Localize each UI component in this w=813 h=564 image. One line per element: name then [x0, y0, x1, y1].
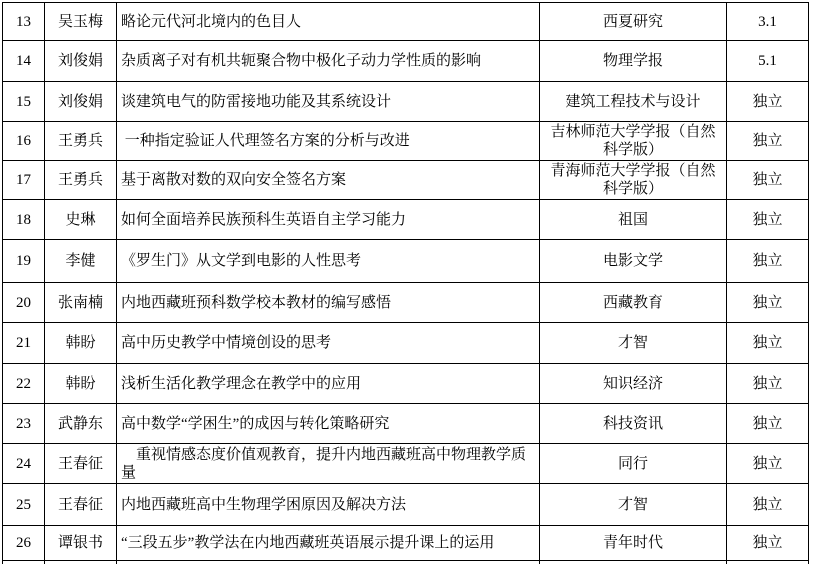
title-cell: “三段五步”教学法在内地西藏班英语展示提升课上的运用	[117, 526, 540, 561]
author-cell: 王勇兵	[45, 122, 117, 161]
title-cell: 杂质离子对有机共轭聚合物中极化子动力学性质的影响	[117, 41, 540, 82]
table-row	[3, 526, 809, 561]
row-number-cell: 14	[3, 41, 45, 82]
row-number-cell: 19	[3, 240, 45, 283]
title-cell: 一种指定验证人代理签名方案的分析与改进	[117, 122, 540, 161]
table-row	[3, 82, 809, 122]
row-number-cell: 15	[3, 82, 45, 122]
table-row	[3, 161, 809, 200]
title-cell: 内地西藏班预科数学校本教材的编写感悟	[117, 283, 540, 323]
journal-cell: 青海师范大学学报（自然科学版）	[540, 161, 727, 200]
row-number-cell: 21	[3, 323, 45, 364]
title-cell: 谈建筑电气的防雷接地功能及其系统设计	[117, 82, 540, 122]
journal-cell	[540, 561, 727, 564]
author-cell: 韩盼	[45, 323, 117, 364]
table-row	[3, 3, 809, 41]
note-cell: 独立	[727, 161, 809, 200]
journal-cell: 才智	[540, 484, 727, 526]
note-cell: 3.1	[727, 3, 809, 41]
author-cell: 史琳	[45, 200, 117, 240]
author-cell: 王勇兵	[45, 161, 117, 200]
row-number-cell: 23	[3, 404, 45, 444]
journal-cell: 建筑工程技术与设计	[540, 82, 727, 122]
row-number-cell: 20	[3, 283, 45, 323]
table-body	[3, 3, 809, 561]
title-cell: 重视情感态度价值观教育，提升内地西藏班高中物理教学质量	[117, 444, 540, 484]
journal-cell: 西夏研究	[540, 3, 727, 41]
note-cell: 独立	[727, 404, 809, 444]
note-cell: 独立	[727, 240, 809, 283]
title-cell: 略论元代河北境内的色目人	[117, 3, 540, 41]
row-number-cell: 17	[3, 161, 45, 200]
table-row	[3, 323, 809, 364]
author-cell: 张南楠	[45, 283, 117, 323]
row-number-cell: 26	[3, 526, 45, 561]
journal-cell: 青年时代	[540, 526, 727, 561]
table-row	[3, 404, 809, 444]
title-cell: 如何全面培养民族预科生英语自主学习能力	[117, 200, 540, 240]
author-cell: 刘俊娟	[45, 82, 117, 122]
title-cell: 《罗生门》从文学到电影的人性思考	[117, 240, 540, 283]
journal-cell: 物理学报	[540, 41, 727, 82]
table-row	[3, 364, 809, 404]
title-cell	[117, 561, 540, 564]
journal-cell: 西藏教育	[540, 283, 727, 323]
publications-table	[2, 2, 809, 564]
author-cell	[45, 561, 117, 564]
author-cell: 韩盼	[45, 364, 117, 404]
clipped-next-row	[3, 561, 809, 564]
author-cell: 刘俊娟	[45, 41, 117, 82]
note-cell: 独立	[727, 323, 809, 364]
table-row	[3, 283, 809, 323]
author-cell: 王春征	[45, 484, 117, 526]
note-cell	[727, 561, 809, 564]
table-row	[3, 122, 809, 161]
title-cell: 高中数学“学困生”的成因与转化策略研究	[117, 404, 540, 444]
author-cell: 王春征	[45, 444, 117, 484]
author-cell: 武静东	[45, 404, 117, 444]
title-cell: 高中历史教学中情境创设的思考	[117, 323, 540, 364]
note-cell: 独立	[727, 484, 809, 526]
row-number-cell: 22	[3, 364, 45, 404]
row-number-cell	[3, 561, 45, 564]
title-cell: 基于离散对数的双向安全签名方案	[117, 161, 540, 200]
row-number-cell: 13	[3, 3, 45, 41]
journal-cell: 知识经济	[540, 364, 727, 404]
note-cell: 独立	[727, 122, 809, 161]
journal-cell: 科技资讯	[540, 404, 727, 444]
author-cell: 李健	[45, 240, 117, 283]
author-cell: 谭银书	[45, 526, 117, 561]
note-cell: 独立	[727, 283, 809, 323]
title-cell: 内地西藏班高中生物理学困原因及解决方法	[117, 484, 540, 526]
note-cell: 5.1	[727, 41, 809, 82]
row-number-cell: 18	[3, 200, 45, 240]
journal-cell: 祖国	[540, 200, 727, 240]
journal-cell: 同行	[540, 444, 727, 484]
table-row	[3, 240, 809, 283]
title-cell: 浅析生活化教学理念在教学中的应用	[117, 364, 540, 404]
table-row	[3, 444, 809, 484]
table-row	[3, 484, 809, 526]
journal-cell: 电影文学	[540, 240, 727, 283]
row-number-cell: 25	[3, 484, 45, 526]
note-cell: 独立	[727, 200, 809, 240]
note-cell: 独立	[727, 444, 809, 484]
row-number-cell: 16	[3, 122, 45, 161]
note-cell: 独立	[727, 526, 809, 561]
row-number-cell: 24	[3, 444, 45, 484]
note-cell: 独立	[727, 82, 809, 122]
table-row	[3, 200, 809, 240]
table-row	[3, 41, 809, 82]
journal-cell: 吉林师范大学学报（自然科学版）	[540, 122, 727, 161]
author-cell: 吴玉梅	[45, 3, 117, 41]
partial-row	[3, 561, 809, 564]
journal-cell: 才智	[540, 323, 727, 364]
note-cell: 独立	[727, 364, 809, 404]
